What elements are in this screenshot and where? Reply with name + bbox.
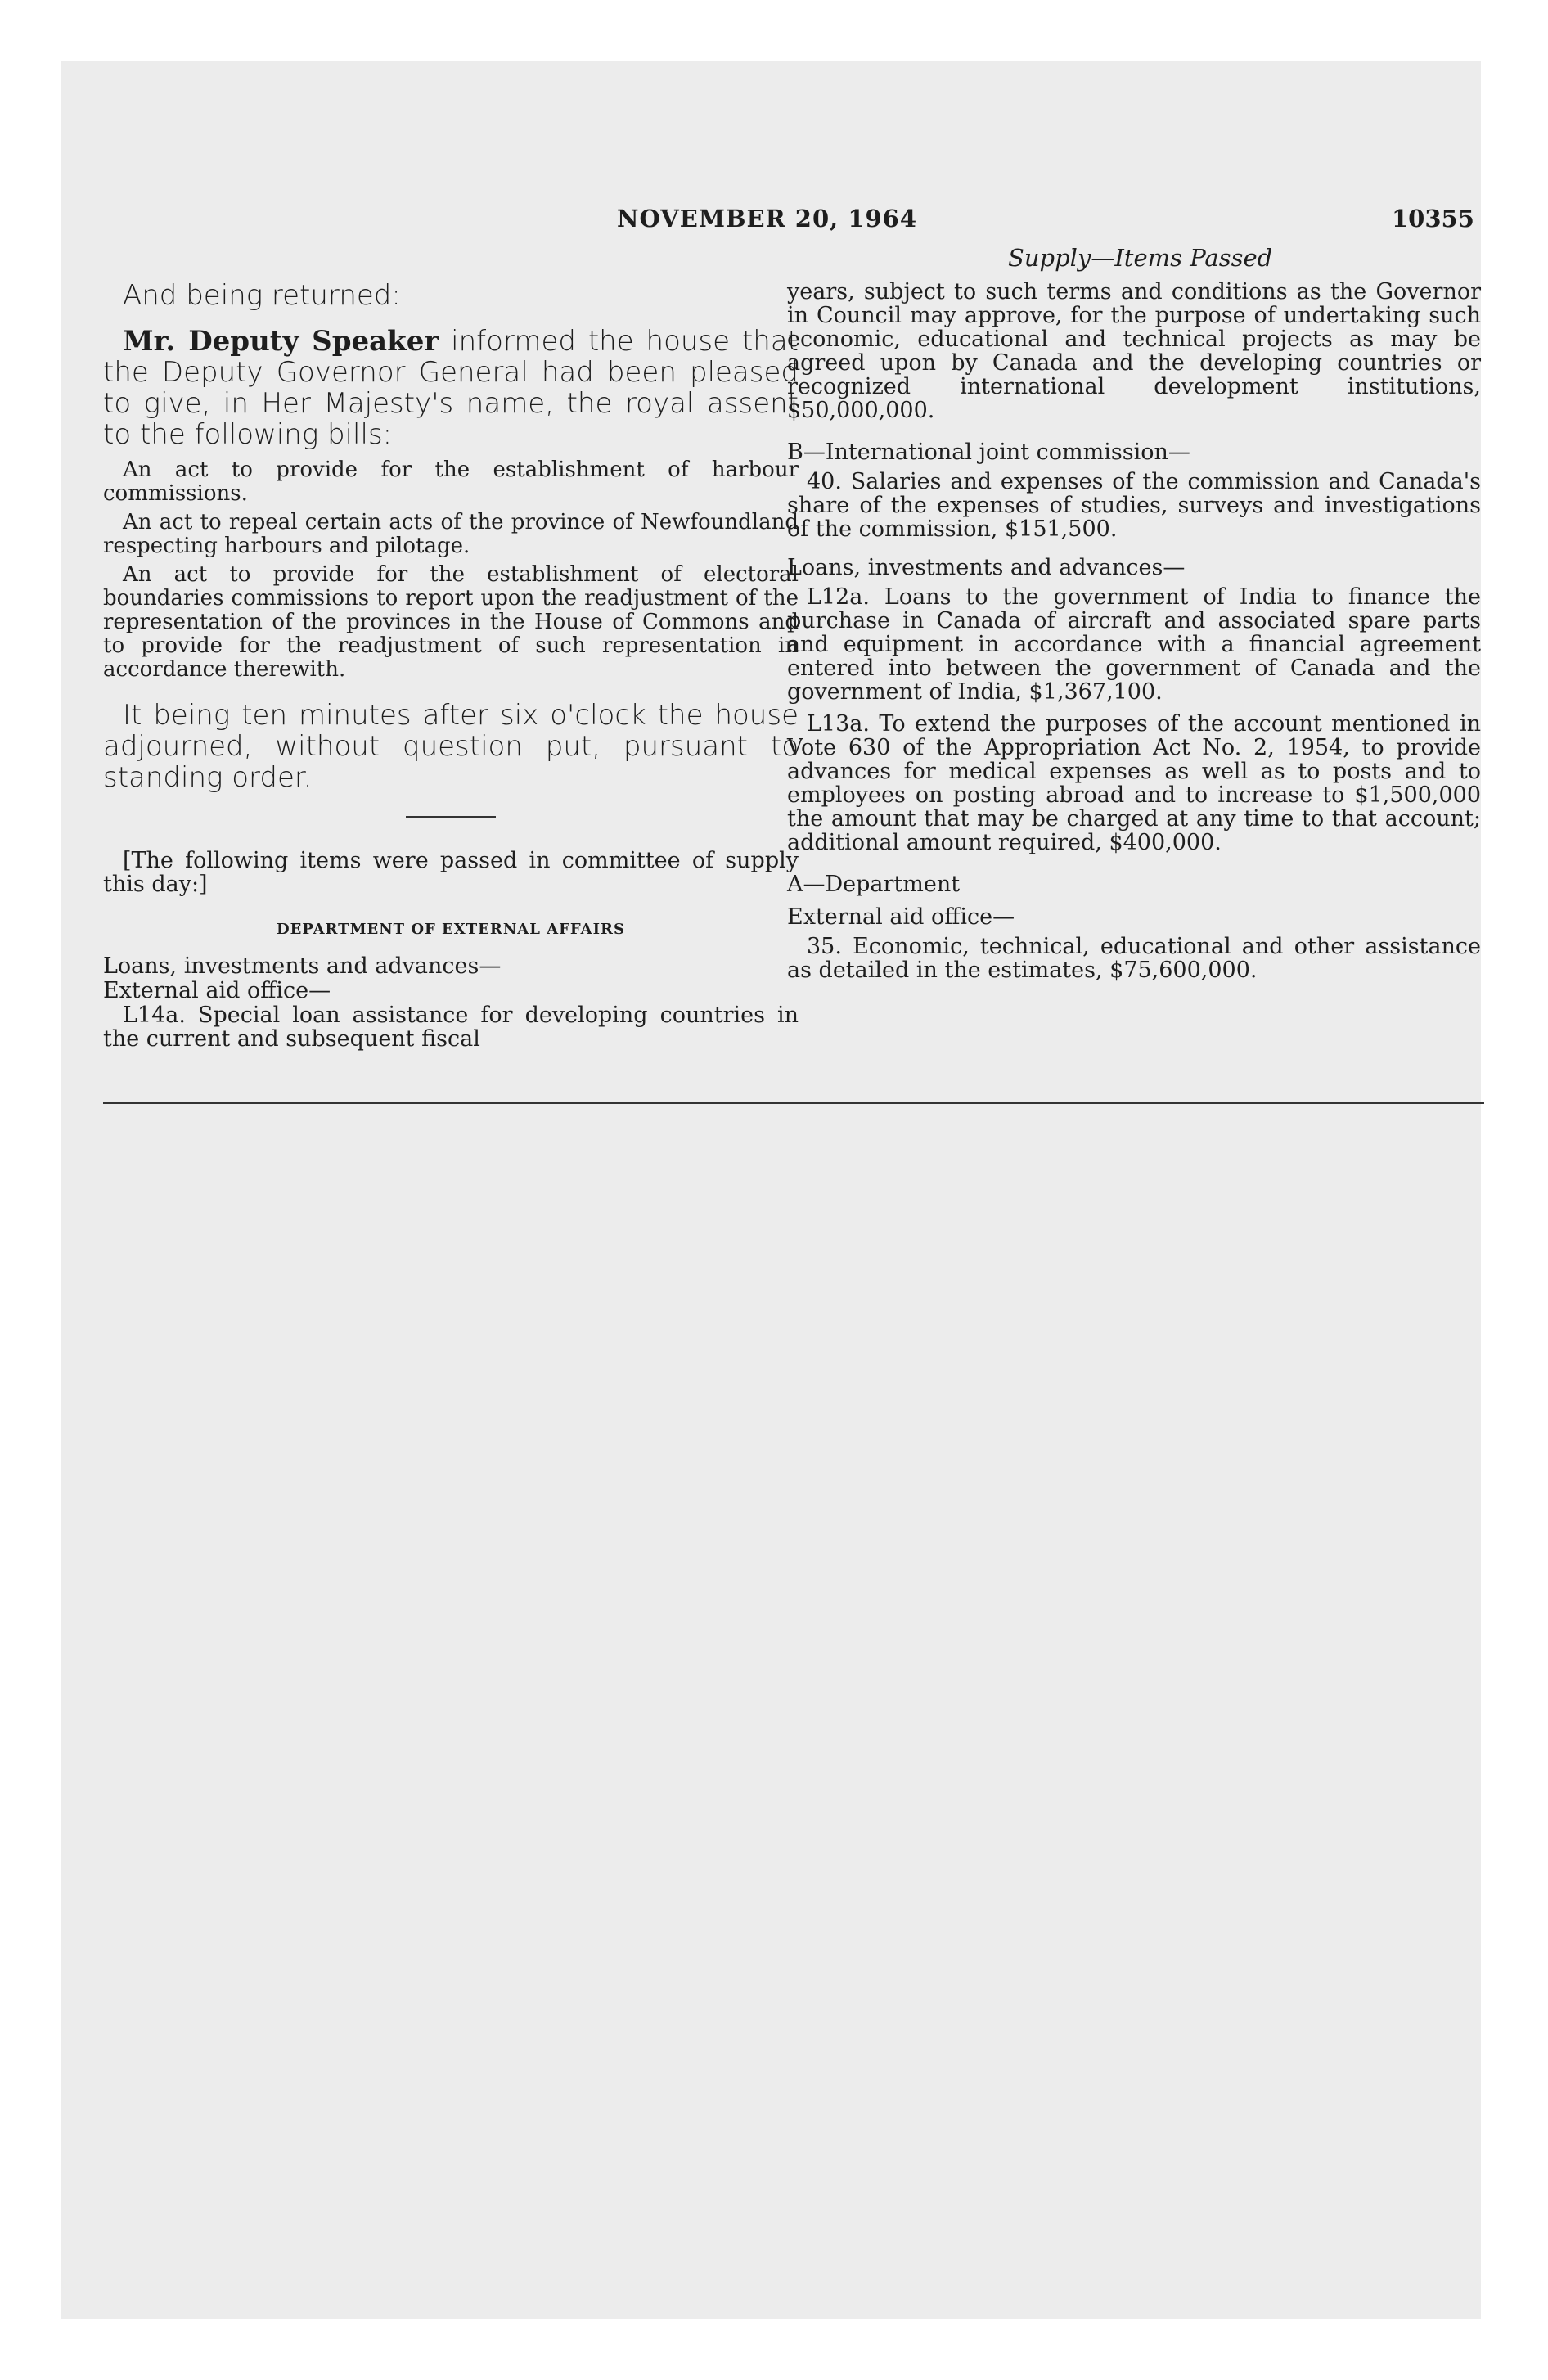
bottom-rule <box>103 1102 1484 1104</box>
running-head: Supply—Items Passed <box>1008 244 1273 272</box>
act-1: An act to provide for the establishment of harbour commissions. <box>103 458 799 506</box>
page-number: 10355 <box>1392 205 1474 232</box>
speaker-name: Mr. Deputy Speaker <box>123 325 439 358</box>
document-page <box>61 61 1481 2319</box>
right-column <box>787 280 1481 982</box>
item-l13a: L13a. To extend the purposes of the account mentioned in Vote 630 of the Appropriation Act No. 2, 1954, to provide advances for medical expenses as well as to posts and to employees on posting abroad and to increase to $1,500,000 the amount that may be charged at any time to that account; additional amount required, $400,000. <box>787 711 1481 855</box>
b-heading: B—International joint commission— <box>787 439 1190 465</box>
item-l12a: L12a. Loans to the government of India to finance the purchase in Canada of aircraft and associated spare parts and equipment in accordance with a financial agreement entered into between the government of Canada and the government of India, $1,367,100. <box>787 584 1481 705</box>
header-date: NOVEMBER 20, 1964 <box>617 205 918 232</box>
a-heading: A—Department <box>787 872 961 897</box>
continuation-paragraph: years, subject to such terms and conditions as the Governor in Council may approve, for the purpose of undertaking such economic, educational and technical projects as may be agreed upon by Canada and the developing countries or recognized international development institutions, $50,000,000. <box>787 279 1481 423</box>
loans-heading-right: Loans, investments and advances— <box>787 555 1186 580</box>
item-l14a: L14a. Special loan assistance for developing countries in the current and subsequent fiscal <box>103 1003 799 1052</box>
act-2: An act to repeal certain acts of the province of Newfoundland respecting harbours and pilotage. <box>103 510 799 558</box>
section-divider <box>406 816 496 818</box>
committee-note: [The following items were passed in committee of supply this day:] <box>103 848 799 897</box>
left-column <box>103 280 799 1051</box>
speaker-text: informed the house that the Deputy Governor General had been pleased to give, in Her Majesty's name, the royal assent to the following bills: <box>103 325 799 451</box>
item-40: 40. Salaries and expenses of the commission and Canada's share of the expenses of studies, surveys and investigations of the commission, $151,500. <box>787 469 1481 542</box>
page-header <box>61 205 1481 237</box>
loans-heading-left: Loans, investments and advances— <box>103 953 502 979</box>
adjourned-paragraph: It being ten minutes after six o'clock the house adjourned, without question put, pursuant to standing order. <box>103 699 799 794</box>
speaker-paragraph <box>103 326 799 450</box>
act-3: An act to provide for the establishment of electoral boundaries commissions to report upon the readjustment of the representation of the provinces in the House of Commons and to provide for the readjustment of such representation in accordance therewith. <box>103 562 799 682</box>
external-aid-heading-left: External aid office— <box>103 978 331 1003</box>
item-35: 35. Economic, technical, educational and other assistance as detailed in the estimates, $75,600,000. <box>787 934 1481 983</box>
returned-line: And being returned: <box>123 279 401 312</box>
external-aid-heading-right: External aid office— <box>787 904 1015 930</box>
department-heading: DEPARTMENT OF EXTERNAL AFFAIRS <box>277 921 625 938</box>
